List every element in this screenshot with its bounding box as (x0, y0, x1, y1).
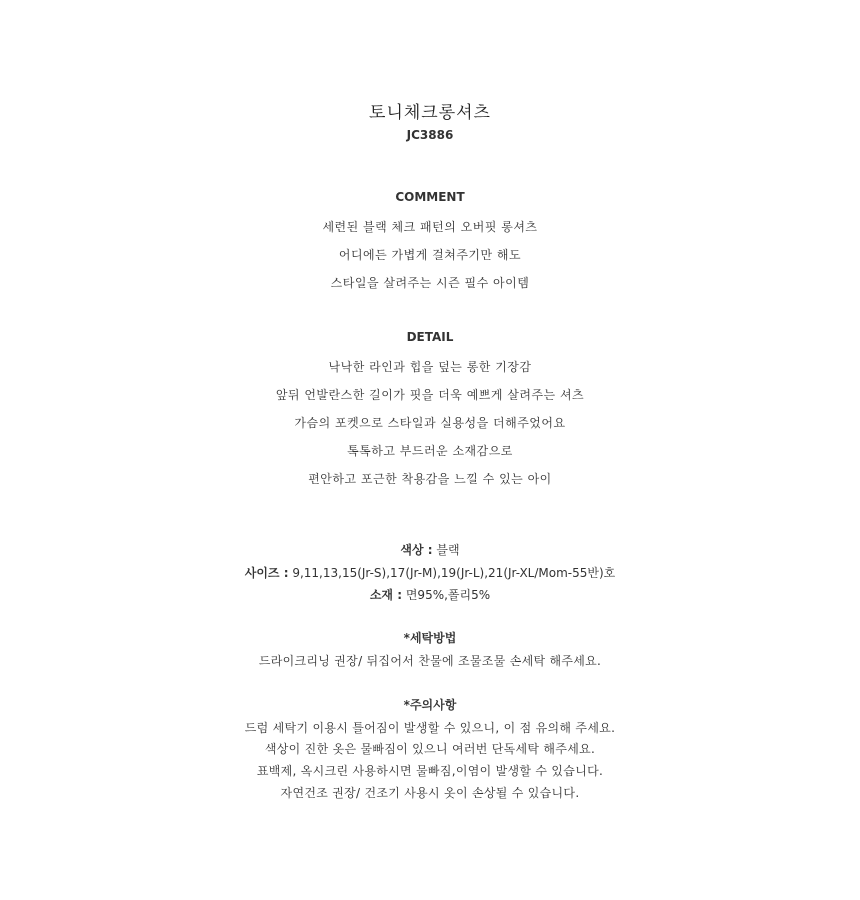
color-value: 블랙 (436, 543, 460, 557)
washing-line: 드라이크리닝 권장/ 뒤집어서 찬물에 조물조물 손세탁 해주세요. (258, 654, 602, 668)
detail-heading: DETAIL (406, 330, 454, 344)
size-value: 9,11,13,15(Jr-S),17(Jr-M),19(Jr-L),21(Jr-XL/Mom-55반)호 (292, 566, 616, 580)
detail-line: 낙낙한 라인과 힙을 덮는 롱한 기장감 (328, 360, 532, 374)
caution-line: 드럼 세탁기 이용시 틀어짐이 발생할 수 있으니, 이 점 유의해 주세요. (244, 721, 616, 735)
material-label: 소재 : (369, 588, 403, 602)
detail-line: 편안하고 포근한 착용감을 느낄 수 있는 아이 (308, 472, 552, 486)
material-info (0, 586, 860, 603)
detail-line: 앞뒤 언발란스한 길이가 핏을 더욱 예쁘게 살려주는 셔츠 (275, 388, 585, 402)
comment-line: 스타일을 살려주는 시즌 필수 아이템 (330, 276, 530, 290)
comment-line: 어디에든 가볍게 걸쳐주기만 해도 (338, 248, 522, 262)
washing-heading: *세탁방법 (403, 631, 457, 645)
caution-line: 표백제, 옥시크린 사용하시면 물빠짐,이염이 발생할 수 있습니다. (256, 764, 604, 778)
caution-line: 색상이 진한 옷은 물빠짐이 있으니 여러번 단독세탁 해주세요. (264, 742, 596, 756)
detail-line: 가슴의 포켓으로 스타일과 실용성을 더해주었어요 (294, 416, 566, 430)
color-label: 색상 : (400, 543, 433, 557)
product-code: JC3886 (406, 128, 454, 142)
product-name: 토니체크롱셔츠 (369, 103, 491, 123)
comment-heading: COMMENT (395, 190, 465, 204)
comment-line: 세련된 블랙 체크 패턴의 오버핏 롱셔츠 (322, 220, 538, 234)
detail-line: 톡톡하고 부드러운 소재감으로 (347, 444, 513, 458)
caution-heading: *주의사항 (403, 698, 457, 712)
size-info (0, 564, 860, 581)
color-info (0, 541, 860, 558)
material-value: 면95%,폴리5% (405, 588, 491, 602)
caution-line: 자연건조 권장/ 건조기 사용시 옷이 손상될 수 있습니다. (280, 786, 580, 800)
size-label: 사이즈 : (244, 566, 289, 580)
